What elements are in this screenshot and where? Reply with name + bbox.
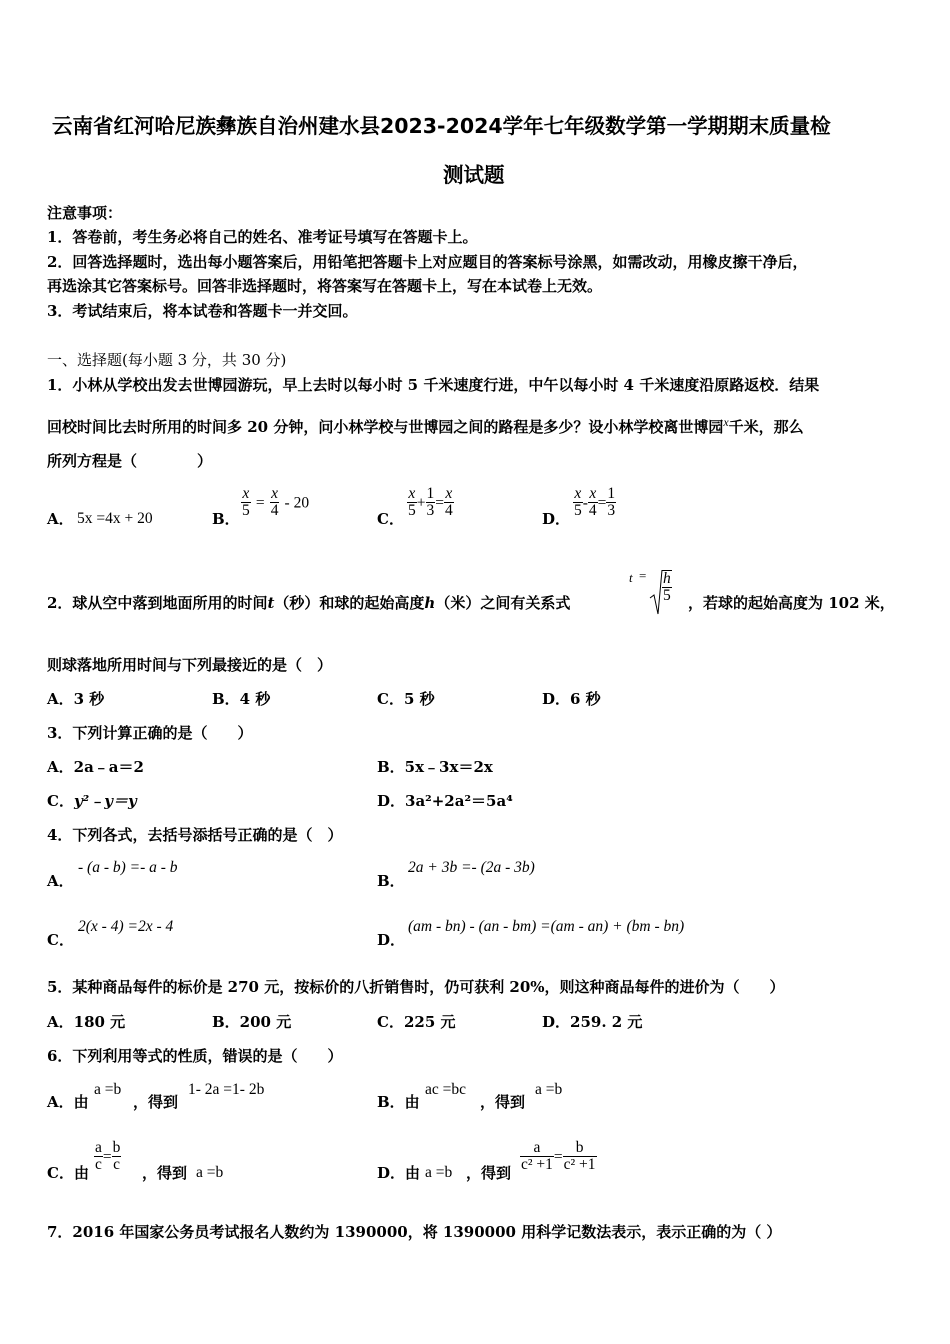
q2-f-eq: =	[639, 568, 647, 583]
q1-optB-n1: x	[242, 485, 250, 502]
q2-f-num: h	[663, 570, 671, 587]
page-title-line1: 云南省红河哈尼族彝族自治州建水县2023-2024学年七年级数学第一学期期末质量检	[52, 114, 831, 138]
q1-optD-d1: 5	[574, 502, 582, 520]
q2-h: h	[424, 594, 436, 612]
q1-optA-label: A．	[47, 510, 74, 528]
q4-stem: 4．下列各式，去括号添括号正确的是（ ）	[47, 826, 343, 844]
sqrt-icon	[649, 568, 663, 616]
q6-optD-n2: b	[575, 1139, 584, 1156]
q1-optD-d2: 4	[588, 502, 597, 520]
q1-optC-d1: 5	[408, 502, 416, 520]
q1-optD-eq: =	[597, 494, 607, 512]
q2-line2: 则球落地所用时间与下列最接近的是（ ）	[47, 656, 333, 674]
q1-optD-expr	[573, 486, 616, 520]
q5-stem: 5．某种商品每件的标价是 270 元，按标价的八折销售时，仍可获利 20%，则这种商品每件的进价为（ ）	[47, 978, 785, 996]
q2-optC: C．5 秒	[377, 690, 435, 708]
q4-optA-expr: - (a - b) =- a - b	[78, 859, 178, 876]
q1-optC-label: C．	[377, 510, 404, 528]
q6-optB-label: B．由	[377, 1093, 420, 1111]
q1-optB-eq: =	[255, 494, 265, 512]
q1-line2b: 千米，那么	[728, 418, 804, 436]
q4-optC-expr: 2(x - 4) =2x - 4	[78, 918, 174, 935]
q6-optD-eq: =	[553, 1148, 563, 1166]
q1-optC-eq: =	[435, 494, 444, 512]
q1-optC-n1: x	[408, 485, 416, 502]
q6-optD-label: D．由	[377, 1164, 421, 1182]
q6-optB-mid: ，得到	[480, 1093, 526, 1111]
q6-optD-expr	[520, 1140, 597, 1174]
q1-optC-n2: 1	[426, 485, 435, 502]
notice-item-3: 3．考试结束后，将本试卷和答题卡一并交回。	[47, 302, 358, 320]
q2-text-b: （秒）和球的起始高度	[274, 594, 425, 612]
q1-optC-d3: 4	[445, 502, 453, 520]
q6-optD-d2: c² +1	[563, 1156, 596, 1174]
q2-optA: A．3 秒	[47, 690, 105, 708]
q1-optD-op: -	[582, 494, 588, 512]
q1-optC-op: +	[416, 494, 426, 512]
q4-optA-label: A．	[47, 872, 74, 890]
q1-optB-label: B．	[212, 510, 240, 528]
q3-optC	[47, 794, 137, 809]
q1-optB-n2: x	[271, 485, 278, 502]
q6-optD-d1: c² +1	[521, 1156, 553, 1174]
q3-optD	[377, 794, 513, 809]
q6-optC-d2: c	[113, 1156, 120, 1174]
q2-optB: B．4 秒	[212, 690, 271, 708]
q1-optD-d3: 3	[607, 502, 616, 520]
q2-f-lhs: t	[629, 570, 633, 585]
notice-item-2b: 再选涂其它答案标号。回答非选择题时，将答案写在答题卡上，写在本试卷上无效。	[47, 277, 603, 295]
section-heading: 一、选择题(每小题 3 分，共 30 分)	[47, 351, 287, 369]
q1-var: x	[723, 415, 729, 429]
q6-optA-label: A．由	[47, 1093, 89, 1111]
q1-optB-expr	[241, 486, 309, 520]
q2-text-d: ，若球的起始高度为 102 米，	[688, 594, 895, 612]
q2-optD: D．6 秒	[542, 690, 601, 708]
q1-optB-tail: - 20	[284, 494, 310, 512]
q4-optB-expr: 2a + 3b =- (2a - 3b)	[408, 859, 535, 876]
q1-line3: 所列方程是（ ）	[47, 452, 213, 470]
q2-t: t	[267, 594, 275, 612]
q6-optC-n1: a	[95, 1139, 102, 1156]
q6-optC-expr	[94, 1140, 121, 1174]
q6-optB-result: a =b	[535, 1081, 563, 1098]
q6-optC-n2: b	[112, 1139, 121, 1156]
page-title-line2: 测试题	[443, 163, 505, 187]
q3-optD-expr: 3a²+2a²＝5a⁴	[405, 792, 513, 810]
q6-optA-result: 1- 2a =1- 2b	[188, 1081, 265, 1098]
q3-optB: B．5x﹣3x＝2x	[377, 758, 493, 776]
q2-f-den: 5	[663, 587, 671, 605]
q6-optA-given: a =b	[94, 1081, 122, 1098]
q1-optD-n1: x	[574, 485, 582, 502]
q2-text-a: 2．球从空中落到地面所用的时间	[47, 594, 268, 612]
q2-line1	[47, 596, 570, 611]
q6-optC-d1: c	[95, 1156, 102, 1174]
q4-optD-label: D．	[377, 931, 406, 949]
q5-optA: A．180 元	[47, 1013, 126, 1031]
q6-optD-given: a =b	[425, 1164, 453, 1181]
q5-optC: C．225 元	[377, 1013, 456, 1031]
q3-stem: 3．下列计算正确的是（ ）	[47, 724, 253, 742]
q3-optC-label: C．	[47, 792, 74, 810]
q1-optC-n3: x	[445, 485, 453, 502]
q6-stem: 6．下列利用等式的性质，错误的是（ ）	[47, 1047, 343, 1065]
q1-optA-expr: 5x =4x + 20	[77, 510, 153, 527]
q6-optD-mid: ，得到	[466, 1164, 512, 1182]
q6-optC-label: C．由	[47, 1164, 89, 1182]
q4-optB-label: B．	[377, 872, 405, 890]
q6-optC-mid: ，得到	[142, 1164, 188, 1182]
q1-optD-n3: 1	[607, 485, 616, 502]
q6-optC-result: a =b	[196, 1164, 224, 1181]
q6-optB-given: ac =bc	[425, 1081, 467, 1098]
notice-heading: 注意事项：	[47, 204, 123, 222]
q5-optB: B．200 元	[212, 1013, 292, 1031]
q6-optC-eq: =	[102, 1148, 112, 1166]
q3-optC-expr: y²﹣y＝y	[73, 792, 137, 810]
notice-item-1: 1．答卷前，考生务必将自己的姓名、准考证号填写在答题卡上。	[47, 228, 478, 246]
q1-optC-d2: 3	[426, 502, 435, 520]
q1-line1: 1．小林从学校出发去世博园游玩，早上去时以每小时 5 千米速度行进，中午以每小时 4 千米速度沿原路返校．结果	[47, 376, 820, 394]
q1-optD-label: D．	[542, 510, 571, 528]
q1-line2	[47, 416, 804, 435]
notice-item-2a: 2．回答选择题时，选出每小题答案后，用铅笔把答题卡上对应题目的答案标号涂黑，如需改动，用橡皮擦干净后，	[47, 253, 808, 271]
q7-stem: 7．2016 年国家公务员考试报名人数约为 1390000，将 1390000 用科学记数法表示，表示正确的为（ ）	[47, 1223, 782, 1241]
q1-optB-d1: 5	[242, 502, 250, 520]
q3-optA: A．2a﹣a＝2	[47, 758, 144, 776]
q2-text-c: （米）之间有关系式	[435, 594, 571, 612]
q5-optD: D．259. 2 元	[542, 1013, 643, 1031]
q1-optD-n2: x	[589, 485, 597, 502]
q4-optD-expr: (am - bn) - (an - bm) =(am - an) + (bm - bn)	[408, 918, 685, 935]
q1-line2a: 回校时间比去时所用的时间多 20 分钟，问小林学校与世博园之间的路程是多少？设小林学校离世博园	[47, 418, 724, 436]
q6-optA-mid: ，得到	[133, 1093, 179, 1111]
q3-optD-label: D．	[377, 792, 406, 810]
q4-optC-label: C．	[47, 931, 74, 949]
q1-optB-d2: 4	[270, 502, 279, 520]
q1-optC-expr	[407, 486, 454, 520]
q6-optD-n1: a	[533, 1139, 541, 1156]
